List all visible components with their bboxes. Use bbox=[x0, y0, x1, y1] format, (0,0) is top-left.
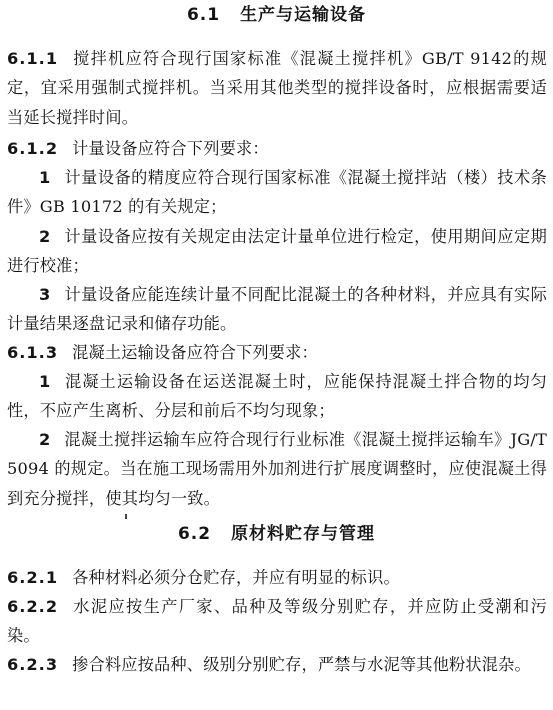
clause-number: 6.2.1 bbox=[7, 568, 59, 587]
clause-6-1-1 bbox=[7, 44, 547, 132]
section-number: 6.1 bbox=[186, 5, 221, 25]
clause-text: 计量设备应符合下列要求： bbox=[72, 139, 269, 158]
clause-6-2-2 bbox=[7, 592, 547, 651]
clause-6-2-1 bbox=[7, 563, 547, 592]
item-text: 计量设备应能连续计量不同配比混凝土的各种材料，并应具有实际计量结果逐盘记录和储存功能。 bbox=[7, 285, 547, 334]
section-title: 生产与运输设备 bbox=[240, 5, 367, 25]
clause-6-1-2-item-3 bbox=[7, 280, 547, 339]
item-text: 混凝土运输设备在运送混凝土时，应能保持混凝土拌合物的均匀性，不应产生离析、分层和前后不均匀现象； bbox=[7, 372, 547, 421]
clause-6-1-3-item-1 bbox=[7, 367, 547, 426]
clause-6-1-2-item-1 bbox=[7, 163, 547, 222]
clause-text: 混凝土运输设备应符合下列要求： bbox=[72, 343, 318, 362]
clause-6-1-3-item-2 bbox=[7, 425, 547, 513]
item-number: 2 bbox=[39, 227, 51, 246]
item-text: 计量设备应按有关规定由法定计量单位进行检定，使用期间应定期进行校准； bbox=[7, 227, 547, 276]
clause-number: 6.1.2 bbox=[7, 139, 59, 158]
clause-text: 各种材料必须分仓贮存，并应有明显的标识。 bbox=[72, 568, 400, 587]
item-number: 3 bbox=[39, 285, 51, 304]
clause-6-1-2 bbox=[7, 134, 547, 163]
item-number: 2 bbox=[39, 430, 51, 449]
section-number: 6.2 bbox=[177, 524, 212, 544]
clause-number: 6.2.3 bbox=[7, 655, 59, 674]
clause-6-2-3 bbox=[7, 650, 547, 679]
clause-number: 6.2.2 bbox=[7, 597, 59, 616]
section-heading-6-1 bbox=[0, 3, 553, 27]
item-number: 1 bbox=[39, 372, 51, 391]
clause-6-1-3 bbox=[7, 338, 547, 367]
scan-speck bbox=[125, 514, 127, 519]
clause-number: 6.1.3 bbox=[7, 343, 59, 362]
clause-6-1-2-item-2 bbox=[7, 222, 547, 281]
clause-number: 6.1.1 bbox=[7, 49, 59, 68]
item-number: 1 bbox=[39, 168, 51, 187]
item-text: 计量设备的精度应符合现行国家标准《混凝土搅拌站（楼）技术条件》GB 10172 的有关规定； bbox=[7, 168, 547, 217]
clause-text: 水泥应按生产厂家、品种及等级分别贮存，并应防止受潮和污染。 bbox=[7, 597, 547, 646]
item-text: 混凝土搅拌运输车应符合现行行业标准《混凝土搅拌运输车》JG/T 5094 的规定。当在施工现场需用外加剂进行扩展度调整时，应使混凝土得到充分搅拌，使其均匀一致。 bbox=[7, 430, 547, 508]
clause-text: 掺合料应按品种、级别分别贮存，严禁与水泥等其他粉状混杂。 bbox=[72, 655, 531, 674]
clause-text: 搅拌机应符合现行国家标准《混凝土搅拌机》GB/T 9142的规定，宜采用强制式搅拌机。当采用其他类型的搅拌设备时，应根据需要适当延长搅拌时间。 bbox=[7, 49, 547, 127]
section-heading-6-2 bbox=[0, 522, 553, 546]
section-title: 原材料贮存与管理 bbox=[231, 524, 376, 544]
